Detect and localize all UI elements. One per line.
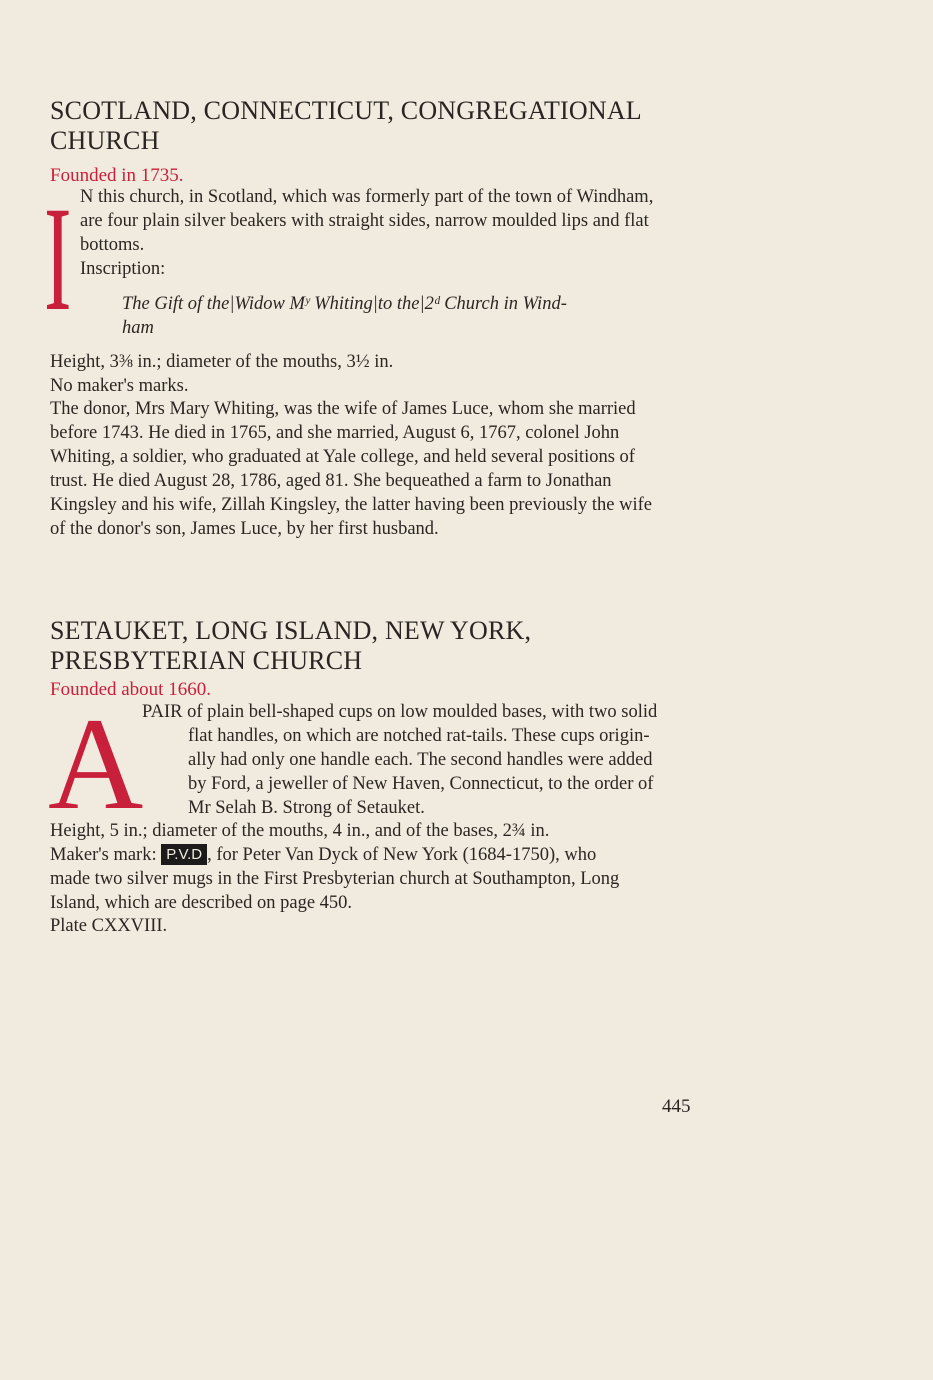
detail-line: Plate CXXVIII. <box>50 916 168 936</box>
detail-line: Island, which are described on page 450. <box>50 893 353 913</box>
heading-line: CHURCH <box>50 126 160 155</box>
body-line: Mr Selah B. Strong of Setauket. <box>188 798 425 818</box>
body-line: N this church, in Scotland, which was formerly part of the town of Windham, <box>80 187 654 207</box>
detail-line: trust. He died August 28, 1786, aged 81. She bequeathed a farm to Jonathan <box>50 471 612 491</box>
heading-line: PRESBYTERIAN CHURCH <box>50 646 363 675</box>
heading-line: SETAUKET, LONG ISLAND, NEW YORK, <box>50 616 532 645</box>
body-line: are four plain silver beakers with straight sides, narrow moulded lips and flat <box>80 211 649 231</box>
maker-description: , for Peter Van Dyck of New York (1684-1750), who <box>207 845 597 865</box>
founded-date: Founded about 1660. <box>50 679 211 700</box>
detail-line: Height, 3⅜ in.; diameter of the mouths, 3½ in. <box>50 352 394 372</box>
body-line: Inscription: <box>80 259 166 279</box>
maker-line <box>50 843 596 867</box>
section-heading-setauket <box>50 616 750 676</box>
body-line: bottoms. <box>80 235 145 255</box>
body-line: flat handles, on which are notched rat-tails. These cups origin- <box>188 726 650 746</box>
maker-label: Maker's mark: <box>50 845 157 865</box>
detail-line: Whiting, a soldier, who graduated at Yale college, and held several positions of <box>50 447 635 467</box>
heading-line: SCOTLAND, CONNECTICUT, CONGREGATIONAL <box>50 96 642 125</box>
maker-mark-stamp: P.V.D <box>161 844 207 865</box>
detail-line: No maker's marks. <box>50 376 189 396</box>
detail-line: made two silver mugs in the First Presbyterian church at Southampton, Long <box>50 869 620 889</box>
detail-line: Kingsley and his wife, Zillah Kingsley, the latter having been previously the wife <box>50 495 652 515</box>
drop-cap-letter: A <box>48 690 144 837</box>
founded-date: Founded in 1735. <box>50 165 184 186</box>
detail-line: of the donor's son, James Luce, by her first husband. <box>50 519 439 539</box>
body-line: ally had only one handle each. The second handles were added <box>188 750 653 770</box>
page-number: 445 <box>662 1096 691 1117</box>
detail-line: before 1743. He died in 1765, and she married, August 6, 1767, colonel John <box>50 423 620 443</box>
detail-line: The donor, Mrs Mary Whiting, was the wife of James Luce, whom she married <box>50 399 636 419</box>
detail-line: Height, 5 in.; diameter of the mouths, 4 in., and of the bases, 2¾ in. <box>50 821 550 841</box>
section-heading-scotland <box>50 96 750 156</box>
body-line: by Ford, a jeweller of New Haven, Connecticut, to the order of <box>188 774 654 794</box>
inscription-text: The Gift of the|Widow Mʸ Whiting|to the|2ᵈ Church in Wind- <box>122 294 567 314</box>
inscription-text: ham <box>122 318 154 338</box>
body-line: PAIR of plain bell-shaped cups on low moulded bases, with two solid <box>142 702 658 722</box>
drop-cap-letter: I <box>44 176 72 342</box>
